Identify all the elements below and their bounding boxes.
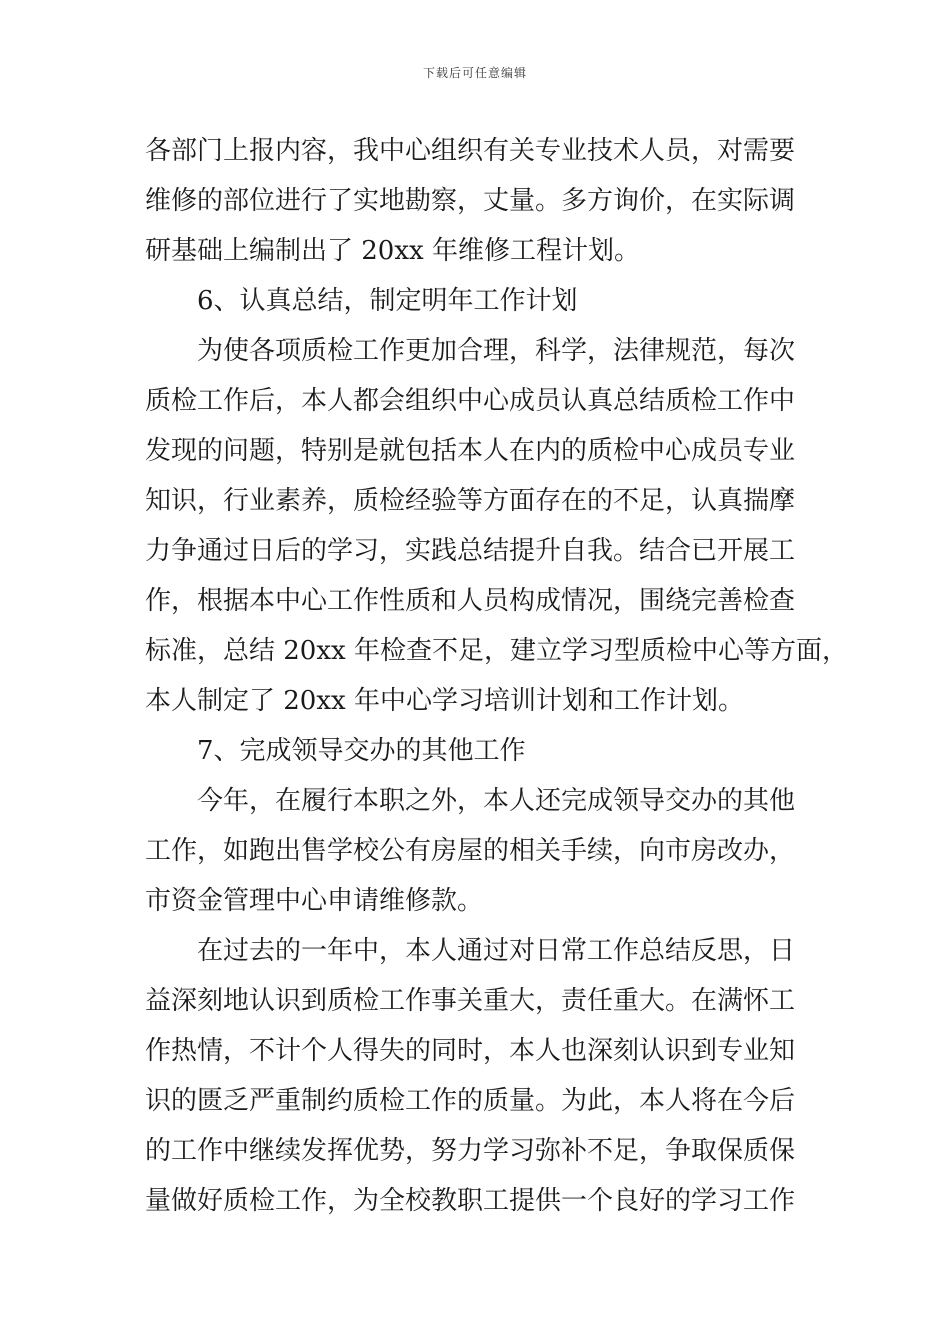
body-text [145,126,848,1226]
text-line: 力争通过日后的学习，实践总结提升自我。结合已开展工 [145,536,796,566]
text-line: 研基础上编制出了 20xx 年维修工程计划。 [145,236,640,266]
page-header: 下载后可任意编辑 [422,66,527,80]
text-line: 识的匮乏严重制约质检工作的质量。为此，本人将在今后 [145,1086,796,1116]
text-line: 质检工作后，本人都会组织中心成员认真总结质检工作中 [145,386,796,416]
text-line: 作热情，不计个人得失的同时，本人也深刻认识到专业知 [145,1036,796,1066]
text-line: 作，根据本中心工作性质和人员构成情况，围绕完善检查 [145,586,796,616]
text-line: 益深刻地认识到质检工作事关重大，责任重大。在满怀工 [145,986,796,1016]
text-line: 在过去的一年中，本人通过对日常工作总结反思，日 [197,936,796,966]
text-line: 的工作中继续发挥优势，努力学习弥补不足，争取保质保 [145,1136,796,1166]
text-line: 工作，如跑出售学校公有房屋的相关手续，向市房改办， [145,836,796,866]
text-line: 量做好质检工作，为全校教职工提供一个良好的学习工作 [145,1186,796,1216]
text-line: 为使各项质检工作更加合理，科学，法律规范，每次 [197,336,796,366]
text-line: 发现的问题，特别是就包括本人在内的质检中心成员专业 [145,436,796,466]
text-line: 维修的部位进行了实地勘察，丈量。多方询价，在实际调 [145,186,796,216]
text-line: 本人制定了 20xx 年中心学习培训计划和工作计划。 [145,686,744,716]
text-line: 6、认真总结，制定明年工作计划 [197,286,578,316]
text-line: 7、完成领导交办的其他工作 [197,736,526,766]
text-line: 市资金管理中心申请维修款。 [145,886,484,916]
text-line: 今年，在履行本职之外，本人还完成领导交办的其他 [197,786,796,816]
text-line: 各部门上报内容，我中心组织有关专业技术人员，对需要 [145,136,796,166]
text-line: 标准，总结 20xx 年检查不足，建立学习型质检中心等方面， [145,636,848,666]
text-line: 知识，行业素养，质检经验等方面存在的不足，认真揣摩 [145,486,796,516]
